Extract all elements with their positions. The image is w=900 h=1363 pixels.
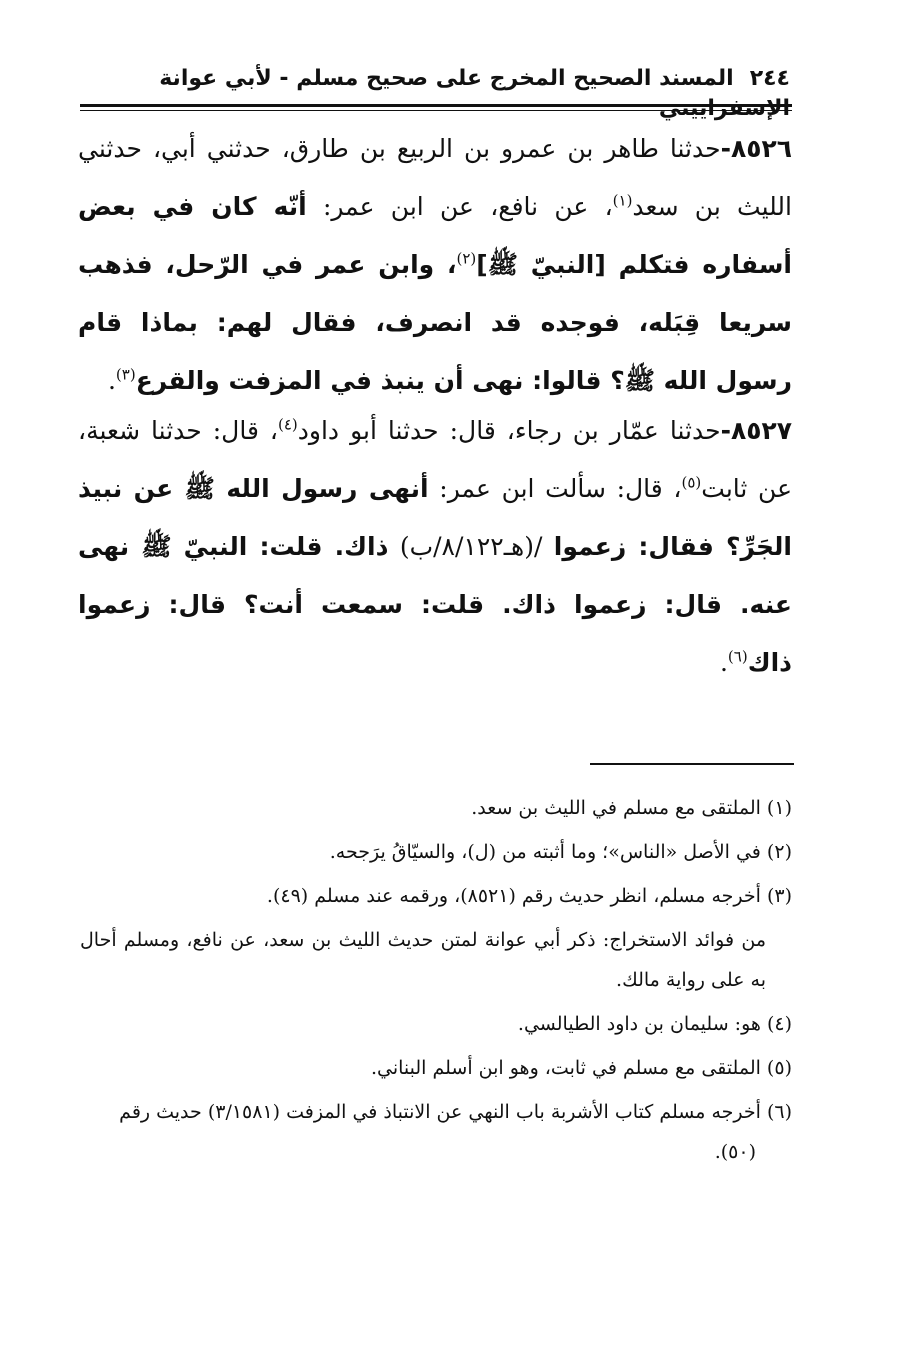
matn-text: ذاك. قلت: النبيّ ﷺ نهى عنه. قال: زعموا ذاك. قلت: سمعت أنت؟ قال: زعموا ذاك <box>78 532 792 677</box>
hadith-text: حدثنا طاهر بن عمرو بن الربيع بن طارق، حدثني أبي، حدثني الليث بن سعد <box>78 134 792 221</box>
hadith-dash: - <box>720 416 731 445</box>
folio-marker: /(هـ٨/١٢٢/ب) <box>388 532 554 561</box>
hadith-number: ٨٥٢٦ <box>730 134 792 163</box>
footnote-ref[interactable]: (٢) <box>456 249 477 268</box>
page-number: ٢٤٤ <box>749 66 790 91</box>
running-title: المسند الصحيح المخرج على صحيح مسلم - لأبي عوانة الإسفراييني <box>159 66 790 121</box>
hadith-8526 <box>78 120 792 410</box>
hadith-text: ، عن نافع، عن ابن عمر: <box>306 192 613 221</box>
hadith-dash: - <box>720 134 731 163</box>
hadith-8527 <box>78 402 792 692</box>
hadith-text: ، قال: حدثنا شعبة، عن ثابت <box>78 416 792 503</box>
hadith-end: . <box>107 366 116 395</box>
matn-text: أنّه كان في بعض أسفاره فتكلم [النبيّ ﷺ] <box>78 192 792 279</box>
hadith-text: ، قال: سألت ابن عمر: <box>428 474 682 503</box>
matn-text: ، وابن عمر في الرّحل، فذهب سريعا قِبَله، فوجده قد انصرف، فقال لهم: بماذا قام رسول الله ﷺ؟ قالوا: نهى أن ينبذ في المزفت والقرع <box>78 250 792 395</box>
footnote-3: (٣) أخرجه مسلم، انظر حديث رقم (٨٥٢١)، ورقمه عند مسلم (٤٩). <box>266 885 792 907</box>
footnotes <box>80 788 792 1176</box>
footnote-ref[interactable]: (٥) <box>681 473 702 492</box>
footnote-ref[interactable]: (٣) <box>115 365 136 384</box>
matn-text: أنهى رسول الله ﷺ عن نبيذ الجَرِّ؟ فقال: زعموا <box>78 474 792 561</box>
footnote-ref[interactable]: (٦) <box>727 647 748 666</box>
hadith-number: ٨٥٢٧ <box>730 416 792 445</box>
footnote-1: (١) الملتقى مع مسلم في الليث بن سعد. <box>471 797 792 819</box>
footnote-3-note: من فوائد الاستخراج: ذكر أبي عوانة لمتن حديث الليث بن سعد، عن نافع، ومسلم أحال به على رواية مالك. <box>80 929 766 991</box>
footnote-6: (٦) أخرجه مسلم كتاب الأشربة باب النهي عن الانتباذ في المزفت (٣/١٥٨١) حديث رقم (٥٠). <box>119 1101 792 1163</box>
running-header <box>150 64 790 124</box>
hadith-text: حدثنا عمّار بن رجاء، قال: حدثنا أبو داود <box>297 416 721 445</box>
footnote-4: (٤) هو: سليمان بن داود الطيالسي. <box>517 1013 792 1035</box>
footnote-ref[interactable]: (٤) <box>278 415 298 434</box>
footnote-5: (٥) الملتقى مع مسلم في ثابت، وهو ابن أسلم البناني. <box>370 1057 792 1079</box>
header-rule <box>80 104 792 111</box>
footnote-ref[interactable]: (١) <box>612 191 633 210</box>
footnote-2: (٢) في الأصل «الناس»؛ وما أثبته من (ل)، والسيّاقُ يرَجحه. <box>329 841 792 863</box>
hadith-end: . <box>719 648 728 677</box>
footnote-rule <box>590 763 794 765</box>
